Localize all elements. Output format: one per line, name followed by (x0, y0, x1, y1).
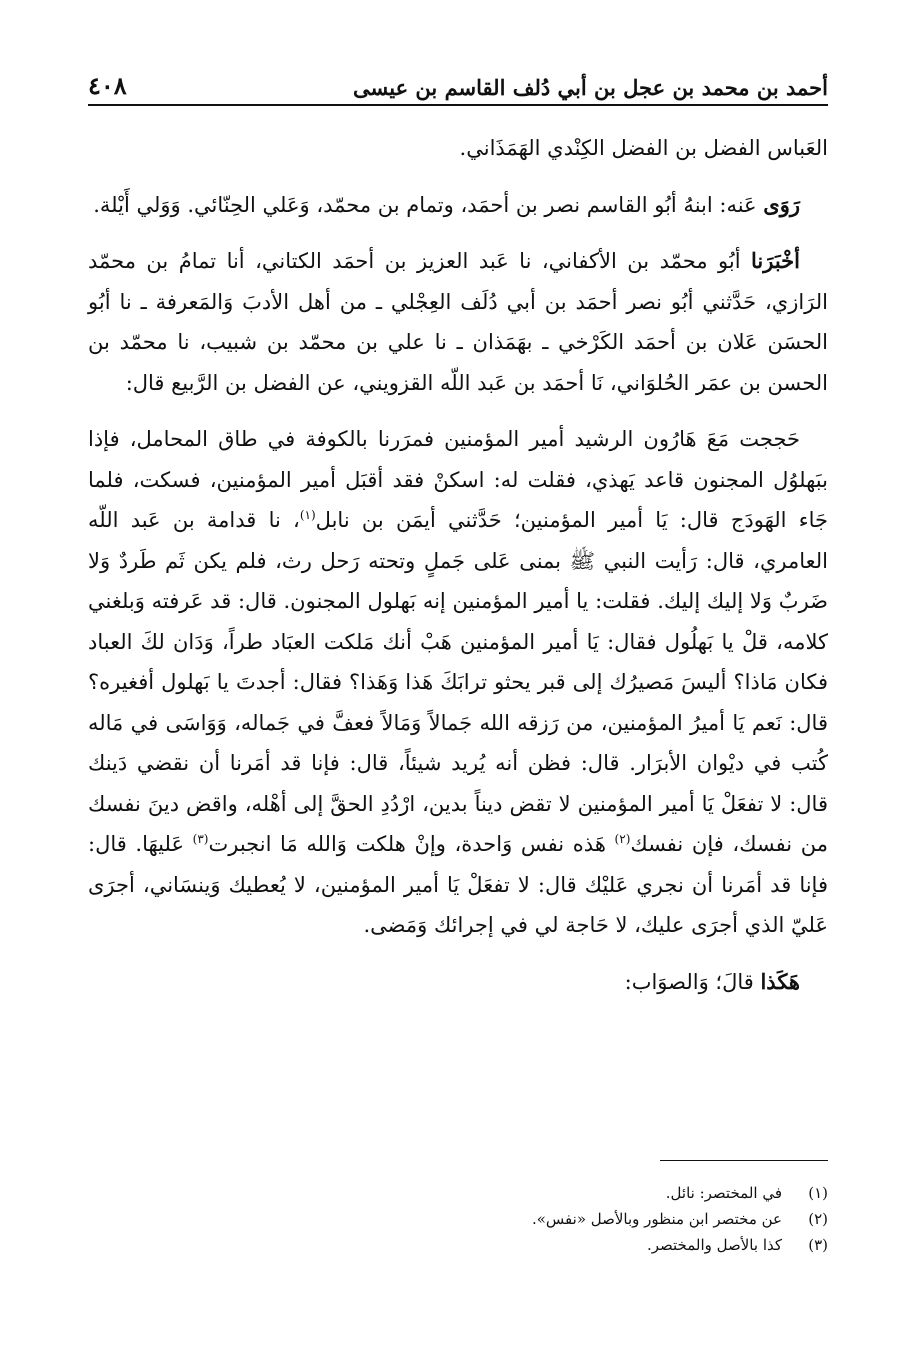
footnote-ref-1: (١) (299, 508, 316, 522)
footnote-rule (660, 1160, 828, 1161)
page-number: ٤٠٨ (88, 71, 127, 100)
paragraph-story (88, 419, 828, 946)
footnote-ref-2: (٢) (614, 832, 631, 846)
paragraph-text: أبُو محمّد بن الأكفاني، نا عَبد العزيز بن أحمَد الكتاني، أنا تمامُ بن محمّد الرَازي، حَدَّثني أبُو نصر أحمَد بن أبي دُلَف العِجْلي ـ من أهل الأدبَ وَالمَعرفة ـ نا أبُو الحسَن عَلان بن أحمَد الكَرْخي ـ بهَمَذان ـ نا علي بن محمّد بن شبيب، نا محمّد بن الحسن بن عمَر الحُلوَاني، نَا أحمَد بن عَبد اللّه القزويني، عن الفضل بن الرَّبيع قال: (88, 249, 828, 395)
paragraph-text: عَليهَا. قال: فإنا قد أمَرنا أن نجري عَليْك قال: لا تفعَلْ يَا أمير المؤمنين، لا يُعطيك وَينسَاني، أجرَى عَليّ الذي أجرَى عليك، لا حَاجة لي في إجرائك وَمَضى. (88, 832, 828, 937)
main-text (88, 128, 828, 1018)
paragraph-text: هَذه نفس وَاحدة، وإنْ هلكت وَالله مَا انجبرت (208, 832, 615, 856)
footnote-number: (١) (808, 1184, 828, 1202)
footnote-number: (٢) (808, 1210, 828, 1228)
footnotes (88, 1180, 828, 1258)
footnote-text: في المختصر: نائل. (665, 1184, 782, 1202)
running-title: أحمد بن محمد بن عجل بن أبي دُلف القاسم بن عيسى (353, 75, 828, 100)
paragraph-text: ، نا قدامة بن عَبد اللّه العامري، قال: رَأيت النبي ﷺ بمنى عَلى جَملٍ وتحته رَحل رث، فلم يكن ثَم طَردٌ وَلا ضَربٌ وَلا إليك إليك. فقلت: يا أمير المؤمنين إنه بَهلول المجنون. قال: قد عَرفته وَبلغني كلامه، قلْ يا بَهلُول فقال: يَا أمير المؤمنين هَبْ أنك مَلكت العبَاد طراً، وَدَان لكَ العباد فكان مَاذا؟ أليسَ مَصيرُك إلى قبر يحثو ترابَكَ هَذا وَهَذا؟ فقال: أجدتَ يا بَهلول أفغيره؟ قال: نَعم يَا أميرُ المؤمنين، من رَزقه الله جَمالاً وَمَالاً فعفَّ في جَماله، وَوَاسَى في مَاله كُتب في ديْوان الأبرَار. قال: فظن أنه يُريد شيئاً، قال: فإنا قد أمَرنا أن نقضي دَينك قال: لا تفعَلْ يَا أمير المؤمنين لا تقض ديناً بدين، ارْدُدِ الحقَّ إلى أهْله، واقض دينَ نفسك من نفسك، فإن نفسك (88, 508, 828, 856)
paragraph-text: العَباس الفضل بن الفضل الكِنْدي الهَمَذَاني. (459, 136, 828, 160)
paragraph-text: حَججت مَعَ هَارُون الرشيد أمير المؤمنين فمرَرنا بالكوفة في طاق المحامل، فإذا ببَهلوُل المجنون قاعد يَهذي، فقلت له: اسكنْ فقد أقبَل أمير المؤمنين، فسكت، فلما جَاء الهَودَج قال: يَا أمير المؤمنين؛ حَدَّثني أيمَن بن نابل (88, 427, 828, 532)
keyword-akhbarana: أخْبَرَنا (751, 248, 800, 273)
paragraph-text: عَنه: ابنهُ أبُو القاسم نصر بن أحمَد، وتمام بن محمّد، وَعَلي الحِنّائي. وَوَلي أَيْلة. (93, 192, 764, 217)
footnote-text: عن مختصر ابن منظور وبالأصل «نفس». (531, 1210, 782, 1228)
footnote-item (88, 1206, 828, 1232)
paragraph-lineage (88, 128, 828, 169)
footnote-number: (٣) (808, 1236, 828, 1254)
footnote-ref-3: (٣) (192, 832, 209, 846)
footnote-item (88, 1232, 828, 1258)
keyword-hakadha: هَكَذا (760, 968, 800, 994)
keyword-rawa: رَوَى (763, 191, 800, 217)
paragraph-text: قالَ؛ وَالصوَاب: (624, 969, 761, 994)
footnote-text: كذا بالأصل والمختصر. (646, 1236, 782, 1254)
header-rule (88, 104, 828, 106)
footnote-item (88, 1180, 828, 1206)
paragraph-isnad (88, 241, 828, 403)
paragraph-correction (88, 962, 828, 1003)
page-header (88, 60, 828, 100)
paragraph-narrators (88, 185, 828, 226)
